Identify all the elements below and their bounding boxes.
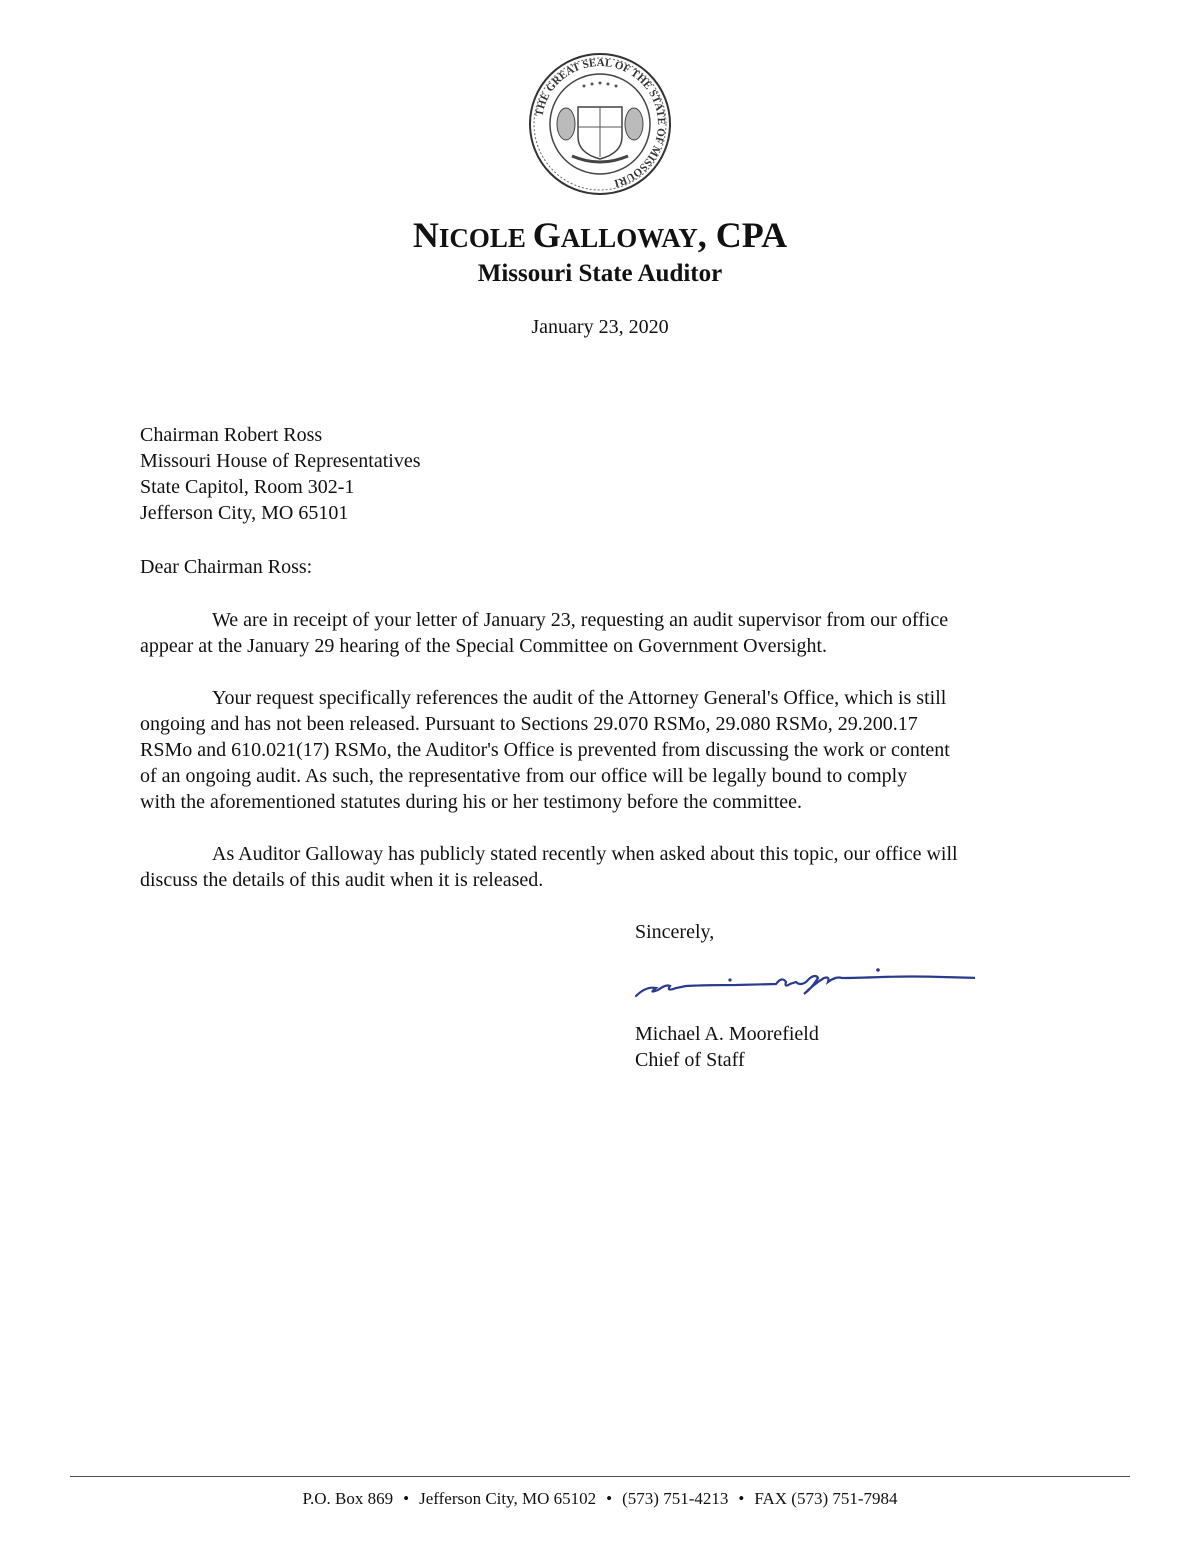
paragraph-2 <box>140 685 950 815</box>
auditor-title: Missouri State Auditor <box>477 260 723 287</box>
recipient-line: Chairman Robert Ross <box>140 424 323 446</box>
footer-divider <box>70 1476 1130 1477</box>
footer-phone: (573) 751-4213 <box>622 1489 729 1508</box>
footer-po-box: P.O. Box 869 <box>302 1489 394 1508</box>
bullet-icon: • <box>606 1489 613 1508</box>
footer-fax: FAX (573) 751-7984 <box>754 1489 898 1508</box>
signer-title: Chief of Staff <box>635 1049 745 1071</box>
signer-block <box>635 1021 819 1073</box>
paragraph-line: discuss the details of this audit when it is released. <box>140 869 544 891</box>
svg-text:THE GREAT SEAL OF THE STATE OF: THE GREAT SEAL OF THE STATE OF MISSOURI <box>533 56 668 190</box>
paragraph-line: ongoing and has not been released. Pursuant to Sections 29.070 RSMo, 29.080 RSMo, 29.200.17 <box>140 713 918 735</box>
salutation: Dear Chairman Ross: <box>140 556 313 578</box>
closing: Sincerely, <box>635 921 715 943</box>
recipient-line: State Capitol, Room 302-1 <box>140 476 355 498</box>
missouri-state-seal <box>528 52 672 196</box>
signer-name: Michael A. Moorefield <box>635 1023 819 1045</box>
paragraph-line: We are in receipt of your letter of January 23, requesting an audit supervisor from our office <box>212 609 949 631</box>
footer-city: Jefferson City, MO 65102 <box>419 1489 597 1508</box>
paragraph-line: RSMo and 610.021(17) RSMo, the Auditor's Office is prevented from discussing the work or content <box>140 739 950 761</box>
recipient-line: Missouri House of Representatives <box>140 450 421 472</box>
paragraph-line: with the aforementioned statutes during his or her testimony before the committee. <box>140 791 803 813</box>
auditor-name: NICOLE GALLOWAY, CPA <box>412 215 788 255</box>
recipient-address <box>140 422 421 526</box>
paragraph-line: of an ongoing audit. As such, the representative from our office will be legally bound to comply <box>140 765 908 787</box>
paragraph-line: As Auditor Galloway has publicly stated recently when asked about this topic, our office will <box>212 843 958 865</box>
footer-contact <box>0 1489 1200 1509</box>
paragraph-1 <box>140 607 948 659</box>
bullet-icon: • <box>738 1489 745 1508</box>
paragraph-3 <box>140 841 958 893</box>
paragraph-line: Your request specifically references the audit of the Attorney General's Office, which is still <box>212 687 947 709</box>
signature <box>630 966 975 1006</box>
bullet-icon: • <box>403 1489 410 1508</box>
paragraph-line: appear at the January 29 hearing of the Special Committee on Government Oversight. <box>140 635 828 657</box>
recipient-line: Jefferson City, MO 65101 <box>140 502 349 524</box>
letter-date: January 23, 2020 <box>531 316 669 338</box>
